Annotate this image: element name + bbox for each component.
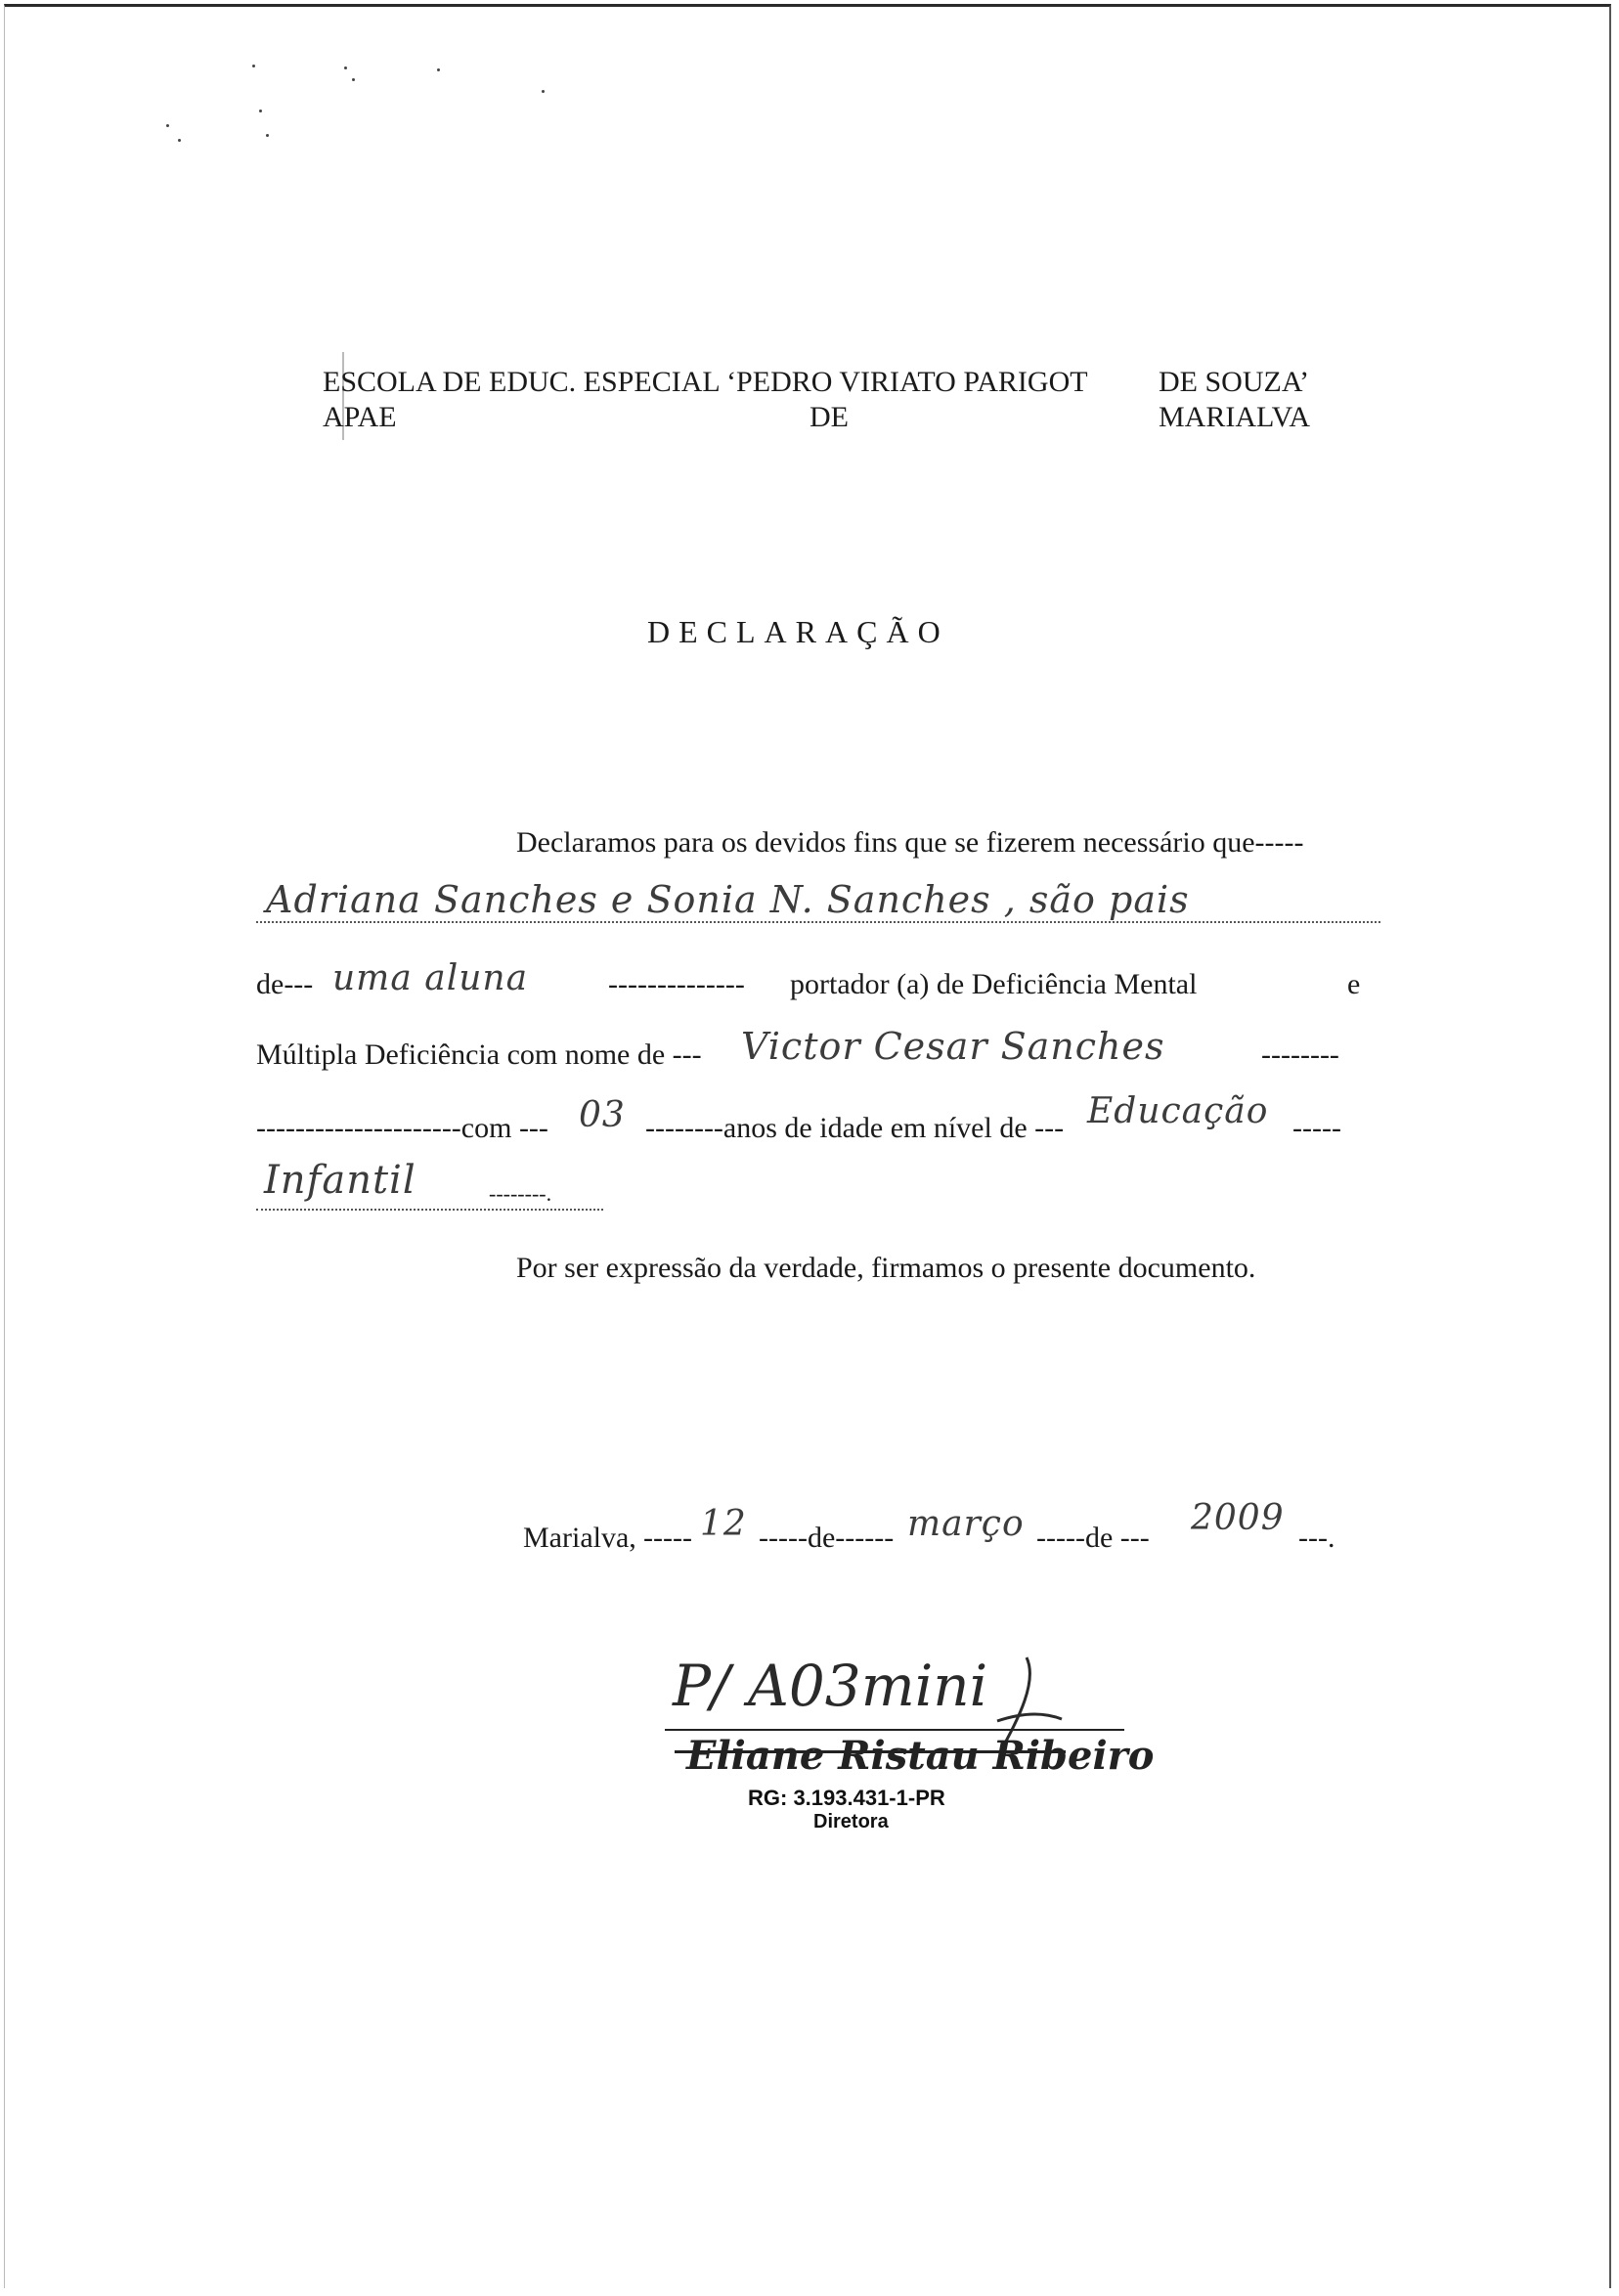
date-city: Marialva, — [523, 1522, 636, 1554]
intro-text: Declaramos para os devidos fins que se fizerem necessário que----- — [516, 826, 1304, 859]
line3-prefix: de--- — [256, 968, 314, 1000]
line4-prefix: Múltipla Deficiência com nome de --- — [256, 1038, 702, 1071]
signature-line — [665, 1729, 1124, 1731]
date-de1: -----de------ — [759, 1522, 895, 1554]
line5-middle: --------anos de idade em nível de --- — [645, 1112, 1065, 1144]
closing-text: Por ser expressão da verdade, firmamos o presente documento. — [516, 1252, 1256, 1284]
scan-speck — [437, 68, 440, 71]
scan-speck — [266, 134, 269, 137]
scan-speck — [178, 139, 181, 142]
date-year-handwritten: 2009 — [1191, 1498, 1285, 1538]
date-end: ---. — [1298, 1522, 1335, 1554]
line5-prefix: ---------------------com --- — [256, 1112, 548, 1144]
signatory-role: Diretora — [813, 1811, 889, 1832]
header-city: MARIALVA — [1159, 401, 1311, 433]
student-name-handwritten: Victor Cesar Sanches — [741, 1025, 1165, 1068]
age-handwritten: 03 — [579, 1095, 626, 1135]
line6-end: --------. — [489, 1181, 552, 1206]
line5-end: ----- — [1292, 1112, 1341, 1144]
scan-speck — [344, 66, 347, 69]
school-name: ESCOLA DE EDUC. ESPECIAL ‘PEDRO VIRIATO PARIGOT — [323, 366, 1088, 398]
institution-abbr: APAE — [323, 401, 397, 433]
document-title: DECLARAÇÃO — [647, 614, 949, 649]
scan-speck — [352, 78, 355, 81]
scan-speck — [252, 65, 255, 67]
signatory-name: Eliane Ristau Ribeiro — [686, 1733, 1155, 1779]
date-de2: -----de --- — [1036, 1522, 1150, 1554]
scan-speck — [259, 110, 262, 112]
scan-border — [4, 4, 1611, 2288]
level-handwritten: Educação — [1087, 1091, 1269, 1131]
level-cont-handwritten: Infantil — [264, 1158, 416, 1203]
line4-dashes: -------- — [1261, 1038, 1339, 1071]
line3-end: e — [1347, 968, 1361, 1000]
school-name-end: DE SOUZA’ — [1159, 366, 1310, 398]
header-preposition: DE — [810, 401, 849, 433]
deficiency-text: portador (a) de Deficiência Mental — [790, 968, 1198, 1000]
parents-names-handwritten: Adriana Sanches e Sonia N. Sanches , são pais — [266, 878, 1190, 921]
line3-dashes: -------------- — [608, 968, 745, 1000]
signatory-rg: RG: 3.193.431-1-PR — [748, 1786, 945, 1810]
scan-speck — [166, 124, 169, 127]
student-handwritten: uma aluna — [332, 958, 529, 998]
scan-speck — [542, 90, 545, 93]
date-month-handwritten: março — [907, 1504, 1025, 1544]
signature-handwritten: P/ A03mini — [673, 1653, 988, 1719]
date-dash1: ----- — [643, 1522, 692, 1554]
date-day-handwritten: 12 — [700, 1504, 747, 1544]
